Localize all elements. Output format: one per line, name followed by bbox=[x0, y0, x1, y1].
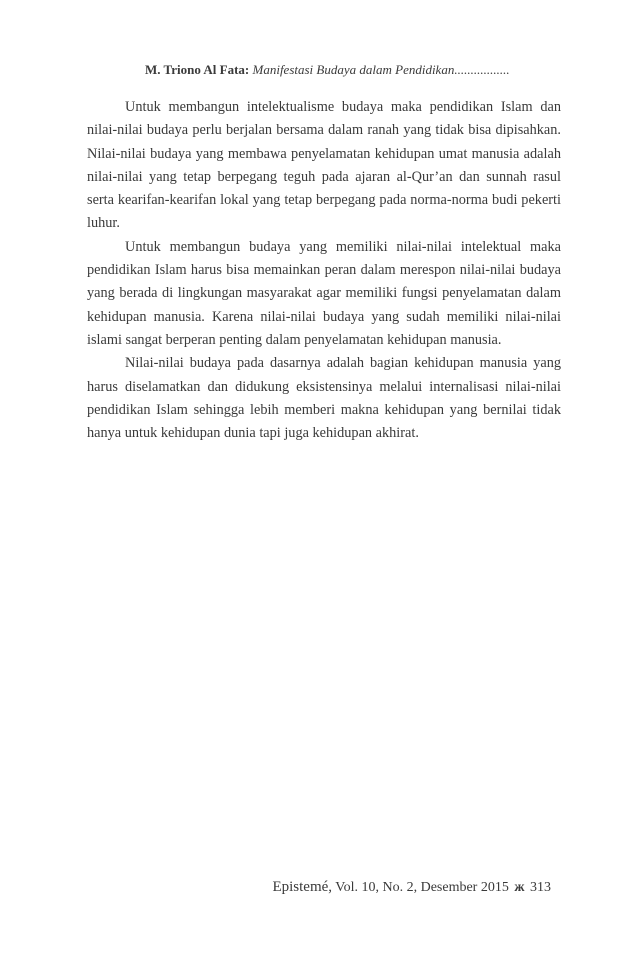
running-head-title: Manifestasi Budaya dalam Pendidikan................. bbox=[252, 62, 510, 77]
running-head-author: M. Triono Al Fata: bbox=[145, 62, 250, 77]
footer-issue: Vol. 10, No. 2, Desember 2015 bbox=[335, 880, 509, 895]
paragraph: Untuk membangun intelektualisme budaya maka pendidikan Islam dan nilai-nilai budaya perlu berjalan bersama dalam ranah yang tidak bisa dipisahkan. Nilai-nilai budaya yang membawa penyelamatan kehidupan umat manusia adalah nilai-nilai yang tetap berpegang teguh pada ajaran al-Qur’an dan sunnah rasul serta kearifan-kearifan lokal yang tetap berpegang pada norma-norma budi pekerti luhur. bbox=[87, 99, 561, 232]
body-text bbox=[87, 96, 561, 445]
footer-separator: ж bbox=[514, 880, 525, 895]
running-head bbox=[145, 62, 565, 78]
paragraph: Untuk membangun budaya yang memiliki nilai-nilai intelektual maka pendidikan Islam harus bisa memainkan peran dalam merespon nilai-nilai budaya yang berada di lingkungan masyarakat agar memiliki fungsi penyelamatan dalam kehidupan manusia. Karena nilai-nilai budaya yang sudah memiliki nilai-nilai islami sangat berperan penting dalam penyelamatan kehidupan manusia. bbox=[87, 238, 561, 348]
footer-journal-name: Epistemé, bbox=[272, 879, 333, 895]
page-footer bbox=[87, 879, 551, 896]
paragraph: Nilai-nilai budaya pada dasarnya adalah bagian kehidupan manusia yang harus diselamatkan dan didukung eksistensinya melalui internalisasi nilai-nilai pendidikan Islam sehingga lebih memberi makna kehidupan yang bernilai tidak hanya untuk kehidupan dunia tapi juga kehidupan akhirat. bbox=[87, 355, 561, 442]
footer-page-number: 313 bbox=[530, 880, 551, 895]
